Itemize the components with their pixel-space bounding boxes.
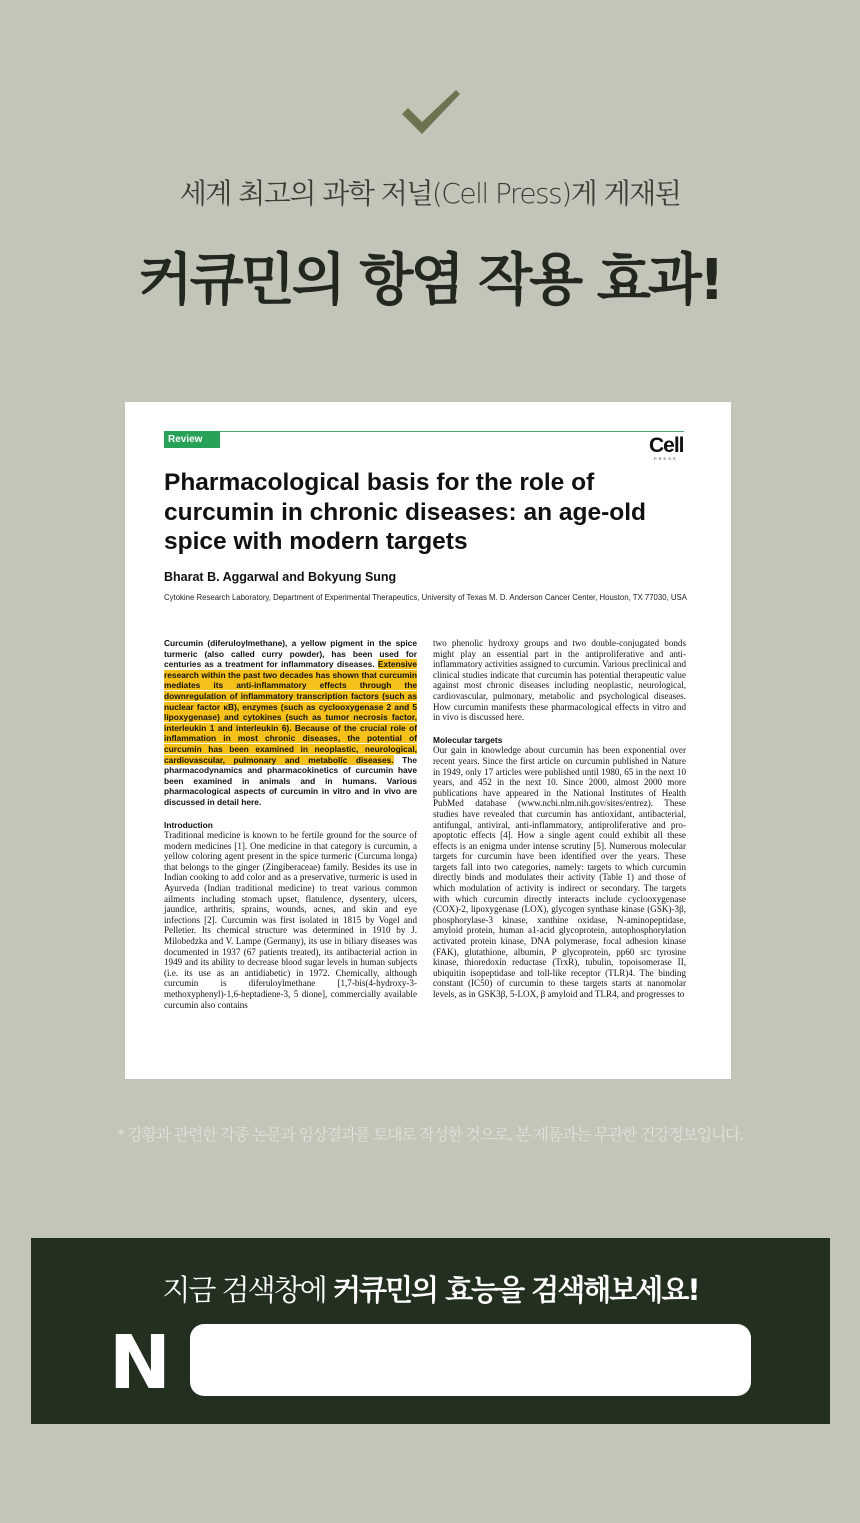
abstract-highlight: Extensive research within the past two decades has shown that curcumin mediates its anti-inflammatory effects through the downregulation of inflammatory transcription factors (such as nuclear factor κB), enzymes (such as cyclooxygenase 2 and 5 lipoxygenase) and cytokines (such as tumor necrosis factor, interleukin 1 and interleukin 6). Because of the crucial role of inflammation in most chronic diseases, the potential of curcumin has been examined in neoplastic, neurological, cardiovascular, pulmonary and metabolic diseases. (164, 659, 417, 765)
paper-affiliation: Cytokine Research Laboratory, Department of Experimental Therapeutics, University of Texas M. D. Anderson Cancer Center, Houston, TX 77030, USA (164, 593, 687, 602)
disclaimer-notice: * 강황과 관련한 각종 논문과 임상결과를 토대로 작성한 것으로, 본 제품과는 무관한 건강정보입니다. (117, 1125, 743, 1144)
cell-press-label: PRESS (654, 456, 678, 461)
paper-right-column (433, 638, 686, 1000)
review-badge: Review (164, 431, 220, 448)
cell-logo: Cell (649, 434, 684, 457)
abstract-rest: The pharmacodynamics and pharmacokinetics of curcumin have been examined in animals and in humans. Various pharmacological aspects of curcumin in vitro and in vivo are discussed in detail here. (164, 754, 418, 807)
right-intro-text: two phenolic hydroxy groups and two double-conjugated bonds might play an essential part in the antiproliferative and anti-inflammatory activities assigned to curcumin. Various preclinical and clinical studies indicate that curcumin has potential therapeutic value against most chronic diseases including neoplastic, neurological, cardiovascular, pulmonary, metabolic and psychological diseases. How curcumin manifests these pharmacological effects in vitro and in vivo is discussed here. (433, 638, 686, 723)
molecular-text: Our gain in knowledge about curcumin has been exponential over recent years. Since the first article on curcumin published in Nature in 1949, only 17 articles were published until 1980, 65 in the next 10 years, and 452 in the next 10. Since 2000, almost 2000 more publications have appeared in the National Institutes of Health PubMed database (www.ncbi.nlm.nih.gov/sites/entrez). These studies have revealed that curcumin has antioxidant, antibacterial, antifungal, antiviral, anti-inflammatory, antiproliferative and pro-apoptotic effects [4]. How a single agent could exhibit all these effects is an enigma under intense scrutiny [5]. Numerous molecular targets for curcumin have been identified over the years. These targets fall into two categories, namely: targets to which curcumin directly binds and modulates their activity (Table 1) and those of which modulation of activity is indirect or secondary. The targets with which curcumin directly interacts include cyclooxygenase (COX)-2, lipoxygenase (LOX), glycogen synthase kinase (GSK)-3β, phosphorylase-3 kinase, xanthine oxidase, N-aminopeptidase, amyloid protein, human a1-acid glycoprotein, autophosphorylation activated protein kinase, DNA polymerase, focal adhesion kinase (FAK), glutathione, albumin, P glycoprotein, pp60 src tyrosine kinase, thioredoxin reductase (TrxR), tubulin, topoisomerase II, ubiquitin isopeptidase and toll-like receptor (TLR)4. The binding constant (IC50) of curcumin to these targets starts at nanomolar levels, as in GSK3β, 5-LOX, β amyloid and TLR4, and progresses to (433, 745, 686, 999)
search-banner (31, 1238, 830, 1424)
paper-abstract (164, 638, 417, 808)
paper-authors: Bharat B. Aggarwal and Bokyung Sung (164, 570, 397, 584)
banner-text-bold: 커큐민의 효능을 검색해보세요! (332, 1273, 699, 1307)
paper-left-column (164, 638, 417, 1010)
intro-heading: Introduction (164, 819, 213, 830)
abstract-plain: Curcumin (diferuloylmethane), a yellow pigment in the spice turmeric (also called curry powder), has been used for centuries as a treatment for inflammatory diseases. (164, 638, 417, 670)
naver-n-icon: N (109, 1320, 171, 1406)
banner-text (31, 1268, 830, 1309)
search-input[interactable] (190, 1324, 751, 1396)
intro-text: Traditional medicine is known to be fertile ground for the source of modern medicines [1]. One medicine in that category is curcumin, a yellow coloring agent present in the spice turmeric (Curcuma longa) that belongs to the ginger (Zingiberaceae) family. Besides its use in Indian cooking to add color and as a preservative, turmeric is used in Ayurveda (Indian traditional medicine) to treat various common ailments including stomach upset, flatulence, dysentery, ulcers, jaundice, arthritis, sprains, wounds, acnes, and skin and eye infections [2]. Curcumin was first isolated in 1815 by Vogel and Pelletier. Its chemical structure was determined in 1910 by J. Milobedzka and V. Lampe (Germany), its use in biliary diseases was documented in 1937 (67 patients treated), its antibacterial action in 1949 and its ability to decrease blood sugar levels in human subjects (i.e. its use as an antidiabetic) in 1972. Chemically, although curcumin is diferuloylmethane [1,7-bis(4-hydroxy-3-methoxyphenyl)-1,6-heptadiene-3, 5 dione], commercially available curcumin also contains (164, 830, 417, 1010)
banner-text-plain: 지금 검색창에 (162, 1273, 333, 1307)
molecular-heading: Molecular targets (433, 734, 503, 745)
headline: 커큐민의 항염 작용 효과! (138, 248, 722, 313)
subtitle: 세계 최고의 과학 저널(Cell Press)게 게재된 (179, 177, 681, 210)
paper-image (125, 402, 731, 1079)
paper-title: Pharmacological basis for the role of curcumin in chronic diseases: an age-old spice with modern targets (164, 469, 646, 555)
check-icon (400, 88, 462, 136)
review-divider (164, 431, 684, 432)
